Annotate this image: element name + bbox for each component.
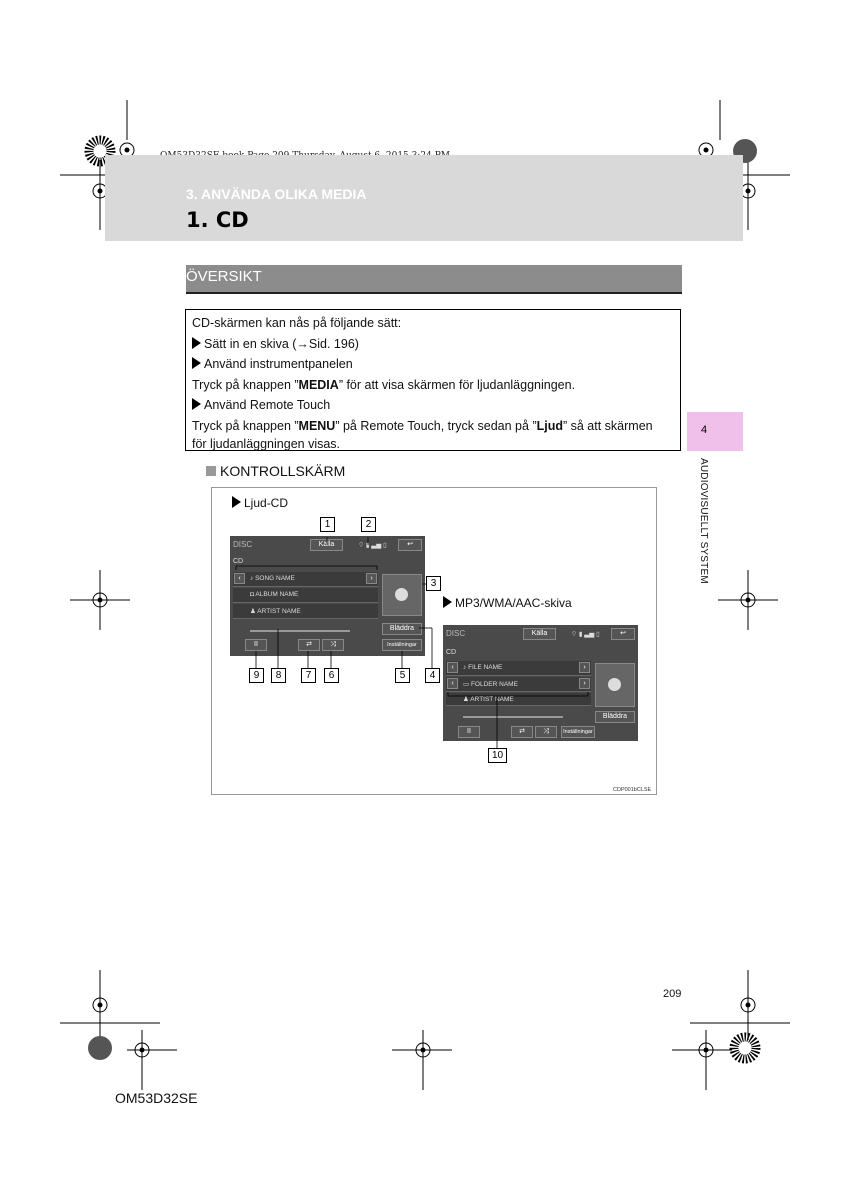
pause-icon: II bbox=[254, 641, 258, 648]
callout-3: 3 bbox=[426, 576, 441, 591]
prev-file-button[interactable]: ‹ bbox=[447, 662, 458, 673]
song-name: ♪ SONG NAME bbox=[250, 575, 295, 582]
status-icons: ⌔ ▮ ▃▅ ▯ bbox=[571, 631, 600, 638]
callout-6: 6 bbox=[324, 668, 339, 683]
repeat-icon: ⇄ bbox=[519, 728, 525, 735]
callout-8: 8 bbox=[271, 668, 286, 683]
prev-track-button[interactable]: ‹ bbox=[234, 573, 245, 584]
intro-line: Tryck på knappen ”MENU” på Remote Touch, tryck sedan på ”Ljud” så att skärmen bbox=[192, 418, 653, 433]
document-code: OM53D32SE bbox=[115, 1090, 198, 1106]
source-button[interactable]: Källa bbox=[310, 539, 343, 551]
status-icons: ⌔ ▮ ▃▅ ▯ bbox=[358, 542, 387, 549]
callout-9: 9 bbox=[249, 668, 264, 683]
chapter-title: 1. CD bbox=[186, 208, 249, 232]
intro-line: för ljudanläggningen visas. bbox=[192, 436, 341, 451]
cd-label: CD bbox=[446, 649, 457, 656]
browse-button[interactable]: Bläddra bbox=[382, 623, 422, 635]
chapter-side-label: AUDIOVISUELLT SYSTEM bbox=[698, 458, 709, 584]
settings-button[interactable]: Inställningar bbox=[382, 639, 422, 651]
disc-label: DISC bbox=[233, 540, 253, 549]
sub-heading: KONTROLLSKÄRM bbox=[206, 463, 345, 479]
folder-name: ▭ FOLDER NAME bbox=[463, 681, 518, 688]
back-arrow-icon: ↩ bbox=[620, 630, 626, 637]
disc-label: DISC bbox=[446, 629, 466, 638]
intro-bullet: Sätt in en skiva (→Sid. 196) bbox=[192, 334, 674, 355]
cd-label: CD bbox=[233, 558, 244, 565]
intro-line: Tryck på knappen ”MEDIA” för att visa skärmen för ljudanläggningen. bbox=[192, 377, 576, 392]
next-folder-button[interactable]: › bbox=[579, 678, 590, 689]
source-button[interactable]: Källa bbox=[523, 628, 556, 640]
callout-10: 10 bbox=[488, 748, 507, 763]
overview-heading: ÖVERSIKT bbox=[186, 268, 262, 285]
shuffle-icon: ⤨ bbox=[543, 728, 549, 735]
callout-5: 5 bbox=[395, 668, 410, 683]
prev-folder-button[interactable]: ‹ bbox=[447, 678, 458, 689]
repeat-icon: ⇄ bbox=[306, 641, 312, 648]
image-code: CDP001bCLSE bbox=[613, 787, 652, 793]
file-name: ♪ FILE NAME bbox=[463, 664, 503, 671]
shuffle-icon: ⤨ bbox=[330, 641, 336, 648]
callout-1: 1 bbox=[320, 517, 335, 532]
settings-button[interactable]: Inställningar bbox=[561, 726, 595, 738]
album-name: ◘ ALBUM NAME bbox=[250, 591, 299, 598]
artist-name: ♟ ARTIST NAME bbox=[463, 696, 514, 703]
back-arrow-icon: ↩ bbox=[407, 541, 413, 548]
next-file-button[interactable]: › bbox=[579, 662, 590, 673]
intro-line: CD-skärmen kan nås på följande sätt: bbox=[192, 316, 402, 330]
pause-icon: II bbox=[467, 728, 471, 735]
artist-name: ♟ ARTIST NAME bbox=[250, 608, 301, 615]
chapter-number: 4 bbox=[701, 424, 708, 436]
figure-label-mp3: MP3/WMA/AAC-skiva bbox=[443, 596, 572, 610]
section-title: 3. ANVÄNDA OLIKA MEDIA bbox=[186, 186, 367, 202]
intro-bullet: Använd Remote Touch bbox=[192, 395, 674, 416]
callout-2: 2 bbox=[361, 517, 376, 532]
figure-label-cd: Ljud-CD bbox=[232, 496, 288, 510]
callout-7: 7 bbox=[301, 668, 316, 683]
callout-4: 4 bbox=[425, 668, 440, 683]
next-track-button[interactable]: › bbox=[366, 573, 377, 584]
intro-bullet: Använd instrumentpanelen bbox=[192, 354, 674, 375]
page-number: 209 bbox=[663, 988, 682, 1000]
browse-button[interactable]: Bläddra bbox=[595, 711, 635, 723]
